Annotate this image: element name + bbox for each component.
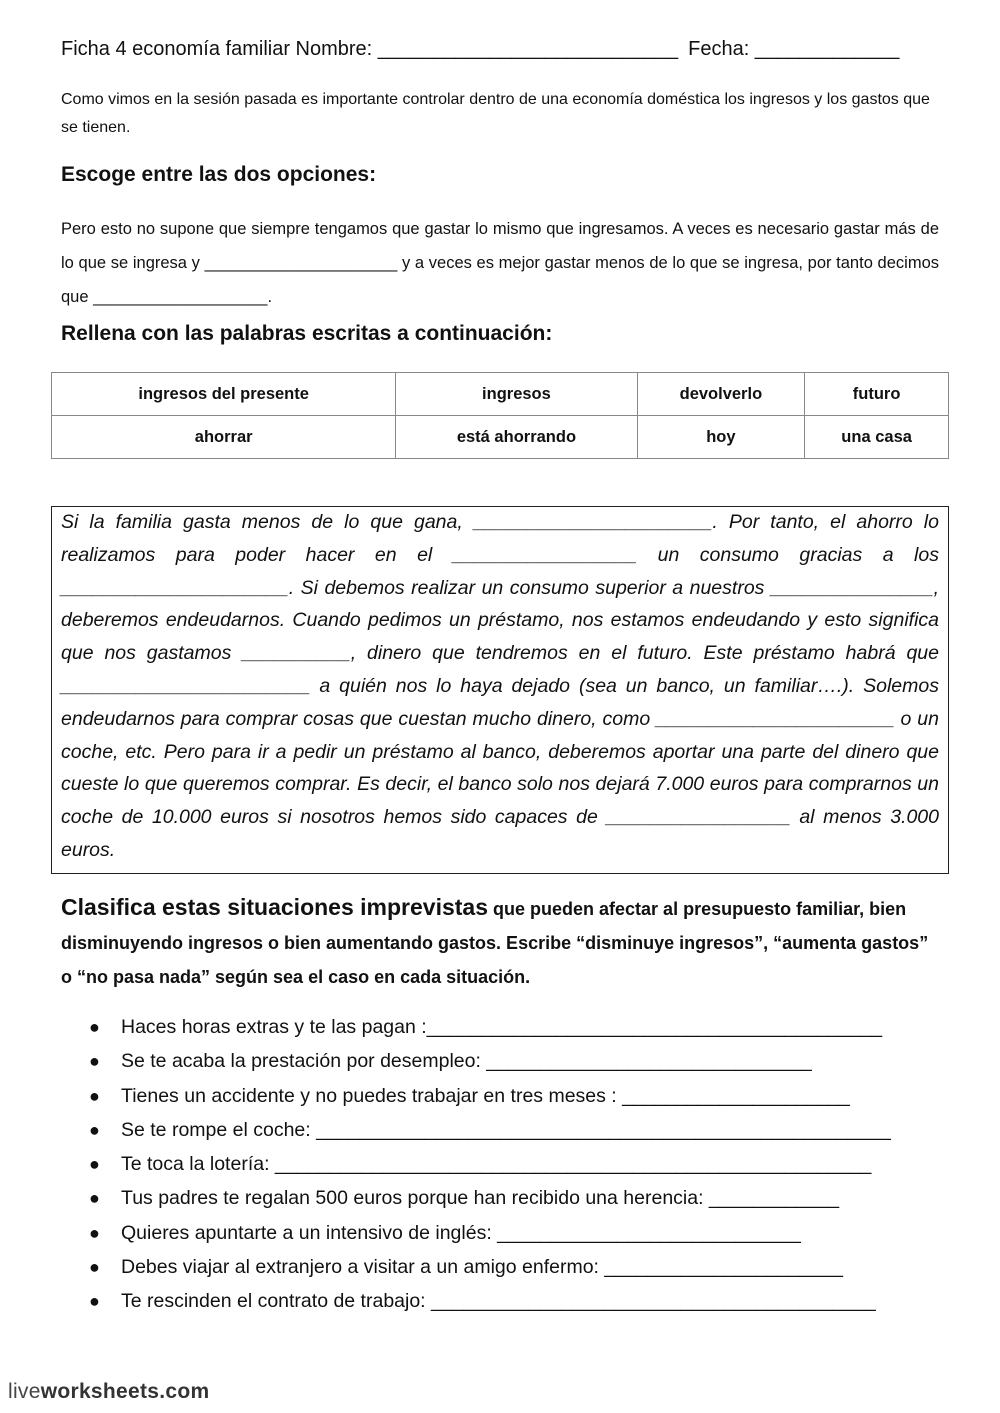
- bullet-icon: ●: [89, 1291, 100, 1312]
- table-row: [52, 373, 949, 416]
- worksheet-title: Ficha 4 economía familiar Nombre: ___________________________: [61, 38, 679, 60]
- word-bank-table: [51, 372, 949, 459]
- list-item[interactable]: ● Tus padres te regalan 500 euros porque han recibido una herencia: ____________: [61, 1181, 931, 1215]
- list-item[interactable]: ● Quieres apuntarte a un intensivo de inglés: ____________________________: [61, 1216, 931, 1250]
- word-cell: hoy: [637, 416, 805, 459]
- classify-instructions: [61, 890, 941, 994]
- word-cell: ingresos del presente: [52, 373, 396, 416]
- situations-list: [61, 1010, 931, 1319]
- list-item[interactable]: ● Te rescinden el contrato de trabajo: _________________________________________: [61, 1284, 931, 1318]
- fill-in-text: Si la familia gasta menos de lo que gana, ______________________. Por tanto, el ahorro lo realizamos para poder hacer en el _________________ un consumo gracias a los _____________________. Si debemos realizar un consumo superior a nuestros _______________, deberemos endeudarnos. Cuando pedimos un préstamo, nos estamos endeudando y esto significa que nos gastamos __________, dinero que tendremos en el futuro. Este préstamo habrá que _______________________ a quién nos lo haya dejado (sea un banco, un familiar….). Solemos endeudarnos para comprar cosas que cuestan mucho dinero, como ______________________ o un coche, etc. Pero para ir a pedir un préstamo al banco, deberemos aportar una parte del dinero que cueste lo que queremos comprar. Es decir, el banco solo nos dejará 7.000 euros para comprarnos un coche de 10.000 euros si nosotros hemos sido capaces de _________________ al menos 3.000 euros.: [61, 511, 939, 861]
- list-item[interactable]: ● Te toca la lotería: _______________________________________________________: [61, 1147, 931, 1181]
- word-cell: está ahorrando: [396, 416, 637, 459]
- bullet-icon: ●: [89, 1017, 100, 1037]
- list-item[interactable]: ● Tienes un accidente y no puedes trabajar en tres meses : _____________________: [61, 1079, 931, 1113]
- bullet-icon: ●: [89, 1257, 100, 1278]
- word-cell: devolverlo: [637, 373, 805, 416]
- word-cell: futuro: [805, 373, 949, 416]
- options-paragraph: Pero esto no supone que siempre tengamos que gastar lo mismo que ingresamos. A veces es necesario gastar más de lo que se ingresa y _____________________ y a veces es mejor gastar menos de lo que se ingresa, por tanto decimos que ___________________.: [61, 220, 939, 306]
- bullet-icon: ●: [89, 1188, 100, 1209]
- bullet-icon: ●: [89, 1119, 100, 1140]
- intro-text: Como vimos en la sesión pasada es importante controlar dentro de una economía doméstica los ingresos y los gastos que se tienen.: [61, 91, 930, 136]
- bullet-icon: ●: [89, 1085, 100, 1106]
- word-cell: una casa: [805, 416, 949, 459]
- list-item[interactable]: ● Se te acaba la prestación por desempleo: ______________________________: [61, 1044, 931, 1078]
- date-field[interactable]: Fecha: _____________: [688, 38, 900, 60]
- word-cell: ahorrar: [52, 416, 396, 459]
- list-item[interactable]: ● Haces horas extras y te las pagan :__________________________________________: [61, 1010, 931, 1044]
- header: [61, 38, 899, 61]
- list-item[interactable]: ● Debes viajar al extranjero a visitar a un amigo enfermo: ______________________: [61, 1250, 931, 1284]
- word-cell: ingresos: [396, 373, 637, 416]
- section-heading-fill: Rellena con las palabras escritas a continuación:: [61, 322, 553, 345]
- section-heading-classify: Clasifica estas situaciones imprevistas: [61, 894, 488, 920]
- classify-instructions-text: que pueden afectar al presupuesto familiar, bien disminuyendo ingresos o bien aumentando gastos. Escribe “disminuye ingresos”, “aumenta gastos” o “no pasa nada” según sea el caso en cada situación.: [61, 899, 929, 987]
- table-row: [52, 416, 949, 459]
- list-item[interactable]: ● Se te rompe el coche: _____________________________________________________: [61, 1113, 931, 1147]
- bullet-icon: ●: [89, 1051, 100, 1072]
- bullet-icon: ●: [89, 1222, 100, 1243]
- liveworksheets-logo: liveworksheets.com: [8, 1380, 210, 1403]
- section-heading-options: Escoge entre las dos opciones:: [61, 163, 377, 186]
- bullet-icon: ●: [89, 1154, 100, 1175]
